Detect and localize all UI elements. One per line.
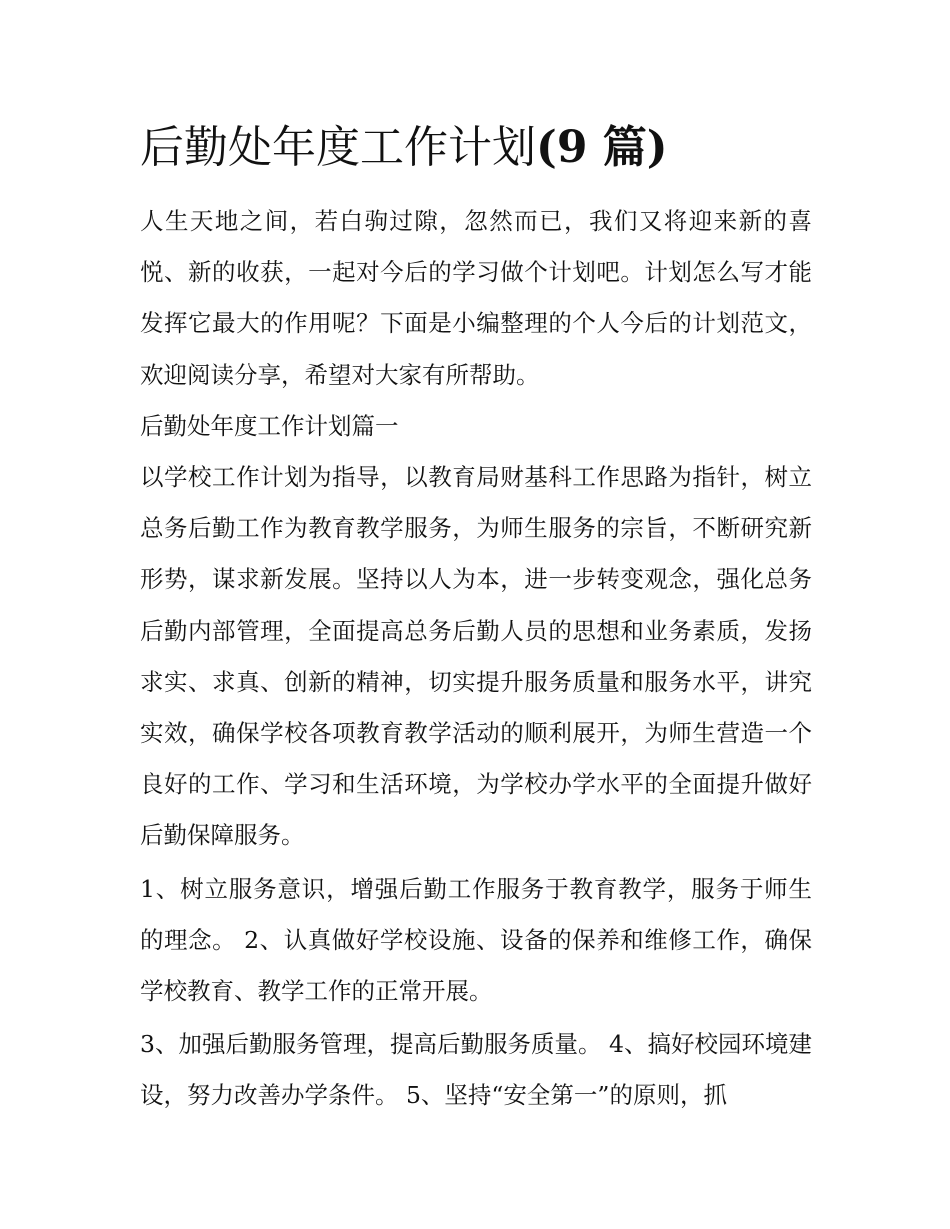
list-paragraph: 3、加强后勤服务管理，提高后勤服务质量。 4、搞好校园环境建设，努力改善办学条件。 5、坚持“安全第一”的原则，抓 (140, 1030, 812, 1110)
title-text: 后勤处年度工作计划 (140, 122, 536, 173)
section-heading: 后勤处年度工作计划篇一 (140, 411, 399, 440)
document-title (140, 116, 840, 180)
intro-paragraph: 人生天地之间，若白驹过隙，忽然而已，我们又将迎来新的喜悦、新的收获，一起对今后的学习做个计划吧。计划怎么写才能发挥它最大的作用呢？下面是小编整理的个人今后的计划范文，欢迎阅读分享，希望对大家有所帮助。 (140, 207, 812, 389)
list-paragraph: 1、树立服务意识，增强后勤工作服务于教育教学，服务于师生的理念。 2、认真做好学校设施、设备的保养和维修工作，确保学校教育、教学工作的正常开展。 (140, 874, 812, 1006)
title-suffix: (9 篇) (536, 122, 668, 173)
body-paragraph: 以学校工作计划为指导，以教育局财基科工作思路为指针，树立总务后勤工作为教育教学服务，为师生服务的宗旨，不断研究新形势，谋求新发展。坚持以人为本，进一步转变观念，强化总务后勤内部管理，全面提高总务后勤人员的思想和业务素质，发扬求实、求真、创新的精神，切实提升服务质量和服务水平，讲究实效，确保学校各项教育教学活动的顺利展开，为师生营造一个良好的工作、学习和生活环境，为学校办学水平的全面提升做好后勤保障服务。 (140, 463, 812, 850)
document-body (140, 196, 812, 1122)
